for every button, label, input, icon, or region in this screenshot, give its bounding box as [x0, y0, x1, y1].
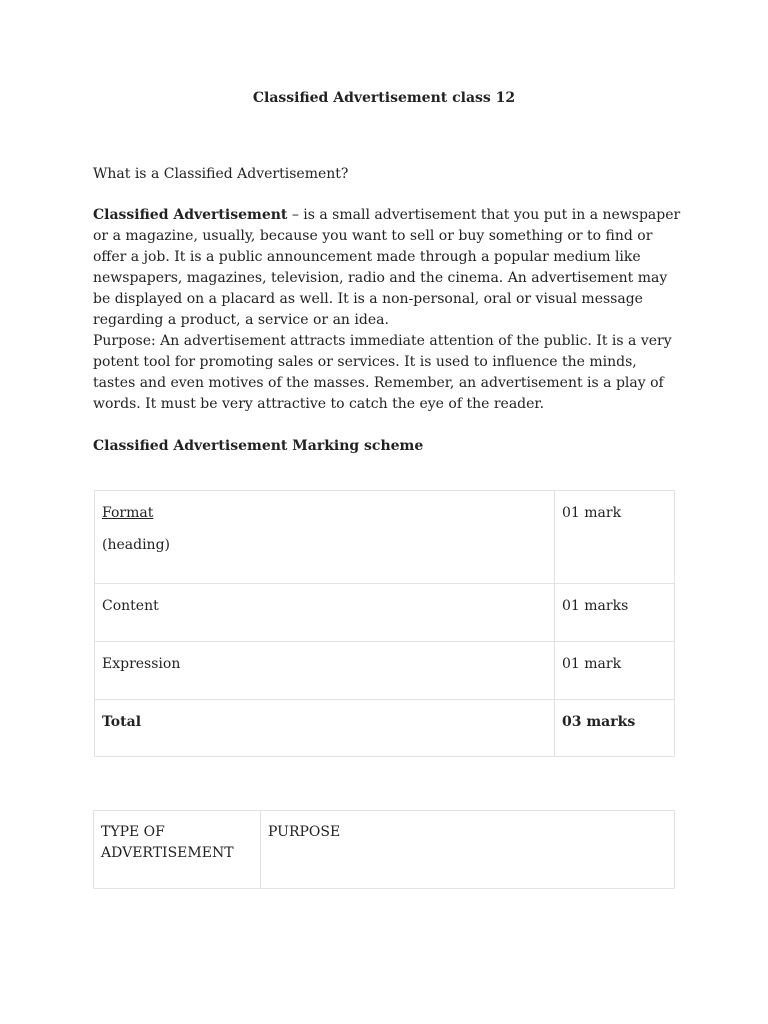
- table-row: [95, 642, 675, 700]
- content-marks: 01 marks: [555, 584, 675, 642]
- type-column-header: TYPE OF ADVERTISEMENT: [94, 811, 261, 889]
- total-marks: 03 marks: [555, 700, 675, 757]
- expression-marks: 01 mark: [555, 642, 675, 700]
- format-sub-label: (heading): [102, 537, 170, 553]
- table-row: [94, 811, 675, 889]
- table-cell: [95, 491, 555, 584]
- format-label: Format: [102, 505, 154, 521]
- format-marks: 01 mark: [555, 491, 675, 584]
- purpose-paragraph: Purpose: An advertisement attracts immediate attention of the public. It is a very potent tool for promoting sales or services. It is used to influence the minds, tastes and even motives of the masses. Remember, an advertisement is a play of words. It must be very attractive to catch the eye of the reader.: [93, 333, 672, 412]
- purpose-column-header: PURPOSE: [261, 811, 675, 889]
- definition-text: – is a small advertisement that you put in a newspaper or a magazine, usually, because you want to sell or buy something or to find or offer a job. It is a public announcement made through a popular medium like newspapers, magazines, television, radio and the cinema. An advertisement may be displayed on a placard as well. It is a non-personal, oral or visual message regarding a product, a service or an idea.: [93, 207, 681, 328]
- table-row: [95, 700, 675, 757]
- marking-scheme-table: [94, 490, 675, 757]
- total-label: Total: [95, 700, 555, 757]
- definition-term: Classified Advertisement: [93, 207, 288, 223]
- content-label: Content: [95, 584, 555, 642]
- definition-paragraph: [93, 205, 683, 331]
- marking-scheme-heading: Classified Advertisement Marking scheme: [93, 438, 424, 454]
- body-text: [93, 205, 683, 415]
- table-row: [95, 491, 675, 584]
- table-row: [95, 584, 675, 642]
- page-title: Classified Advertisement class 12: [252, 90, 516, 106]
- question-heading: What is a Classified Advertisement?: [93, 166, 349, 182]
- expression-label: Expression: [95, 642, 555, 700]
- advertisement-type-table: [93, 810, 675, 889]
